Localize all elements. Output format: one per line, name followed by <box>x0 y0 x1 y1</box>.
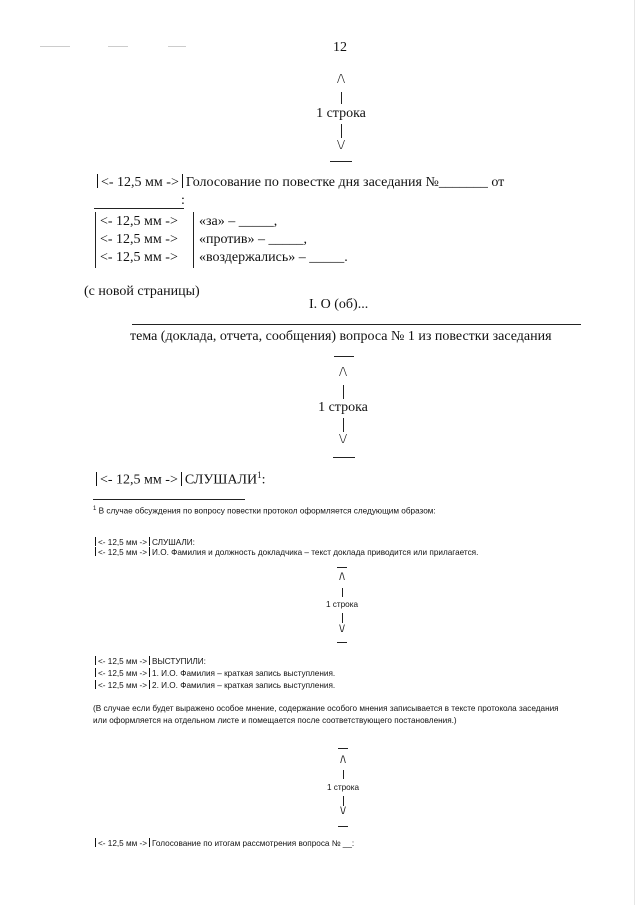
footnote-ref: 1 <box>257 470 262 480</box>
footnote-speaker-2 <box>93 680 335 690</box>
indent-label-small: <- 12,5 мм -> <box>98 681 148 690</box>
footnote-vystupili <box>93 656 206 666</box>
arrow-down-icon: \/ <box>340 806 346 817</box>
voting-line <box>94 174 504 191</box>
footnote-line <box>93 506 436 516</box>
arrow-up-icon: /\ <box>339 572 345 583</box>
vote-abstain: «воздержались» – _____. <box>199 250 348 265</box>
footnote-speaker-1 <box>93 668 335 678</box>
spacing-label: 1 строка <box>318 400 368 415</box>
footnote-reporter <box>93 547 478 557</box>
page-edge <box>634 0 635 905</box>
margin-bar <box>95 656 96 665</box>
speaker-2-text: 2. И.О. Фамилия – краткая запись выступления. <box>152 681 336 690</box>
spacing-line <box>343 796 344 806</box>
arrow-up-icon: /\ <box>340 755 346 766</box>
opinion-note: (В случае если будет выражено особое мнение, содержание особого мнения записывается в тексте протокола заседания или оформляется на отдельном листе и помещается после соответствующего постановления.) <box>93 704 559 725</box>
item-subtitle: тема (доклада, отчета, сообщения) вопроса № 1 из повестки заседания <box>130 329 552 344</box>
indent-label-small: <- 12,5 мм -> <box>98 548 148 557</box>
margin-bar <box>97 174 98 188</box>
footnote-slushali <box>93 537 195 547</box>
slushali-colon: : <box>261 472 266 488</box>
margin-bar <box>149 656 150 665</box>
arrow-up-icon: /\ <box>337 72 345 87</box>
footnote-slushali-label: СЛУШАЛИ: <box>152 538 195 547</box>
spacing-rule <box>337 642 347 643</box>
spacing-rule <box>333 457 355 458</box>
slushali-label: СЛУШАЛИ <box>184 472 258 488</box>
scan-artifact <box>40 46 70 47</box>
margin-bar <box>95 212 96 268</box>
indent-label-small: <- 12,5 мм -> <box>98 657 148 666</box>
spacing-rule <box>334 356 354 357</box>
slushali-line <box>93 470 265 489</box>
indent-label-small: <- 12,5 мм -> <box>98 669 148 678</box>
margin-bar <box>95 668 96 677</box>
voting-colon: : <box>181 193 185 208</box>
voting-title: Голосование по повестке дня заседания №_______ от <box>185 175 505 190</box>
arrow-down-icon: \/ <box>339 432 347 447</box>
indent-label: <- 12,5 мм -> <box>100 232 178 247</box>
margin-bar <box>95 547 96 556</box>
vote-against: «против» – _____, <box>199 232 308 247</box>
footnote-separator <box>93 499 245 500</box>
spacing-line <box>341 124 342 138</box>
page-number: 12 <box>333 40 347 55</box>
spacing-rule <box>338 748 348 749</box>
spacing-rule <box>337 567 347 568</box>
spacing-label: 1 строка <box>326 783 360 792</box>
margin-bar <box>149 668 150 677</box>
voting-underline <box>94 208 184 209</box>
indent-label: <- 12,5 мм -> <box>100 214 178 229</box>
footnote-marker: 1 <box>93 506 97 512</box>
spacing-line <box>343 770 344 779</box>
spacing-rule <box>330 161 352 162</box>
spacing-line <box>343 385 344 399</box>
new-page-note: (с новой страницы) <box>84 284 200 299</box>
vote-result-text: Голосование по итогам рассмотрения вопроса № __: <box>152 839 355 848</box>
spacing-line <box>341 92 342 104</box>
indent-label: <- 12,5 мм -> <box>100 472 178 488</box>
topic-underline <box>132 324 581 325</box>
footnote-text: В случае обсуждения по вопросу повестки протокол оформляется следующим образом: <box>98 506 436 516</box>
spacing-line <box>342 588 343 597</box>
indent-label: <- 12,5 мм -> <box>101 175 179 190</box>
spacing-rule <box>338 826 348 827</box>
scan-artifact <box>108 46 128 47</box>
arrow-up-icon: /\ <box>339 365 347 380</box>
arrow-down-icon: \/ <box>339 624 345 635</box>
margin-bar <box>149 838 150 847</box>
margin-bar <box>95 838 96 847</box>
margin-bar <box>96 472 97 486</box>
spacing-label: 1 строка <box>325 600 359 609</box>
item-heading: I. О (об)... <box>309 297 369 312</box>
margin-bar <box>149 680 150 689</box>
reporter-text: И.О. Фамилия и должность докладчика – текст доклада приводится или прилагается. <box>152 548 479 557</box>
spacing-line <box>343 418 344 432</box>
indent-label-small: <- 12,5 мм -> <box>98 538 148 547</box>
footnote-vote-result <box>93 838 354 848</box>
margin-bar <box>181 472 182 486</box>
margin-bar <box>149 547 150 556</box>
margin-bar <box>193 212 194 268</box>
speaker-1-text: 1. И.О. Фамилия – краткая запись выступления. <box>152 669 336 678</box>
vystupili-label: ВЫСТУПИЛИ: <box>152 657 206 666</box>
indent-label: <- 12,5 мм -> <box>100 250 178 265</box>
indent-label-small: <- 12,5 мм -> <box>98 839 148 848</box>
spacing-label: 1 строка <box>316 106 366 121</box>
vote-for: «за» – _____, <box>199 214 278 229</box>
margin-bar <box>95 537 96 546</box>
spacing-line <box>342 613 343 623</box>
margin-bar <box>95 680 96 689</box>
arrow-down-icon: \/ <box>337 138 345 153</box>
scan-artifact <box>168 46 186 47</box>
margin-bar <box>149 537 150 546</box>
margin-bar <box>182 174 183 188</box>
